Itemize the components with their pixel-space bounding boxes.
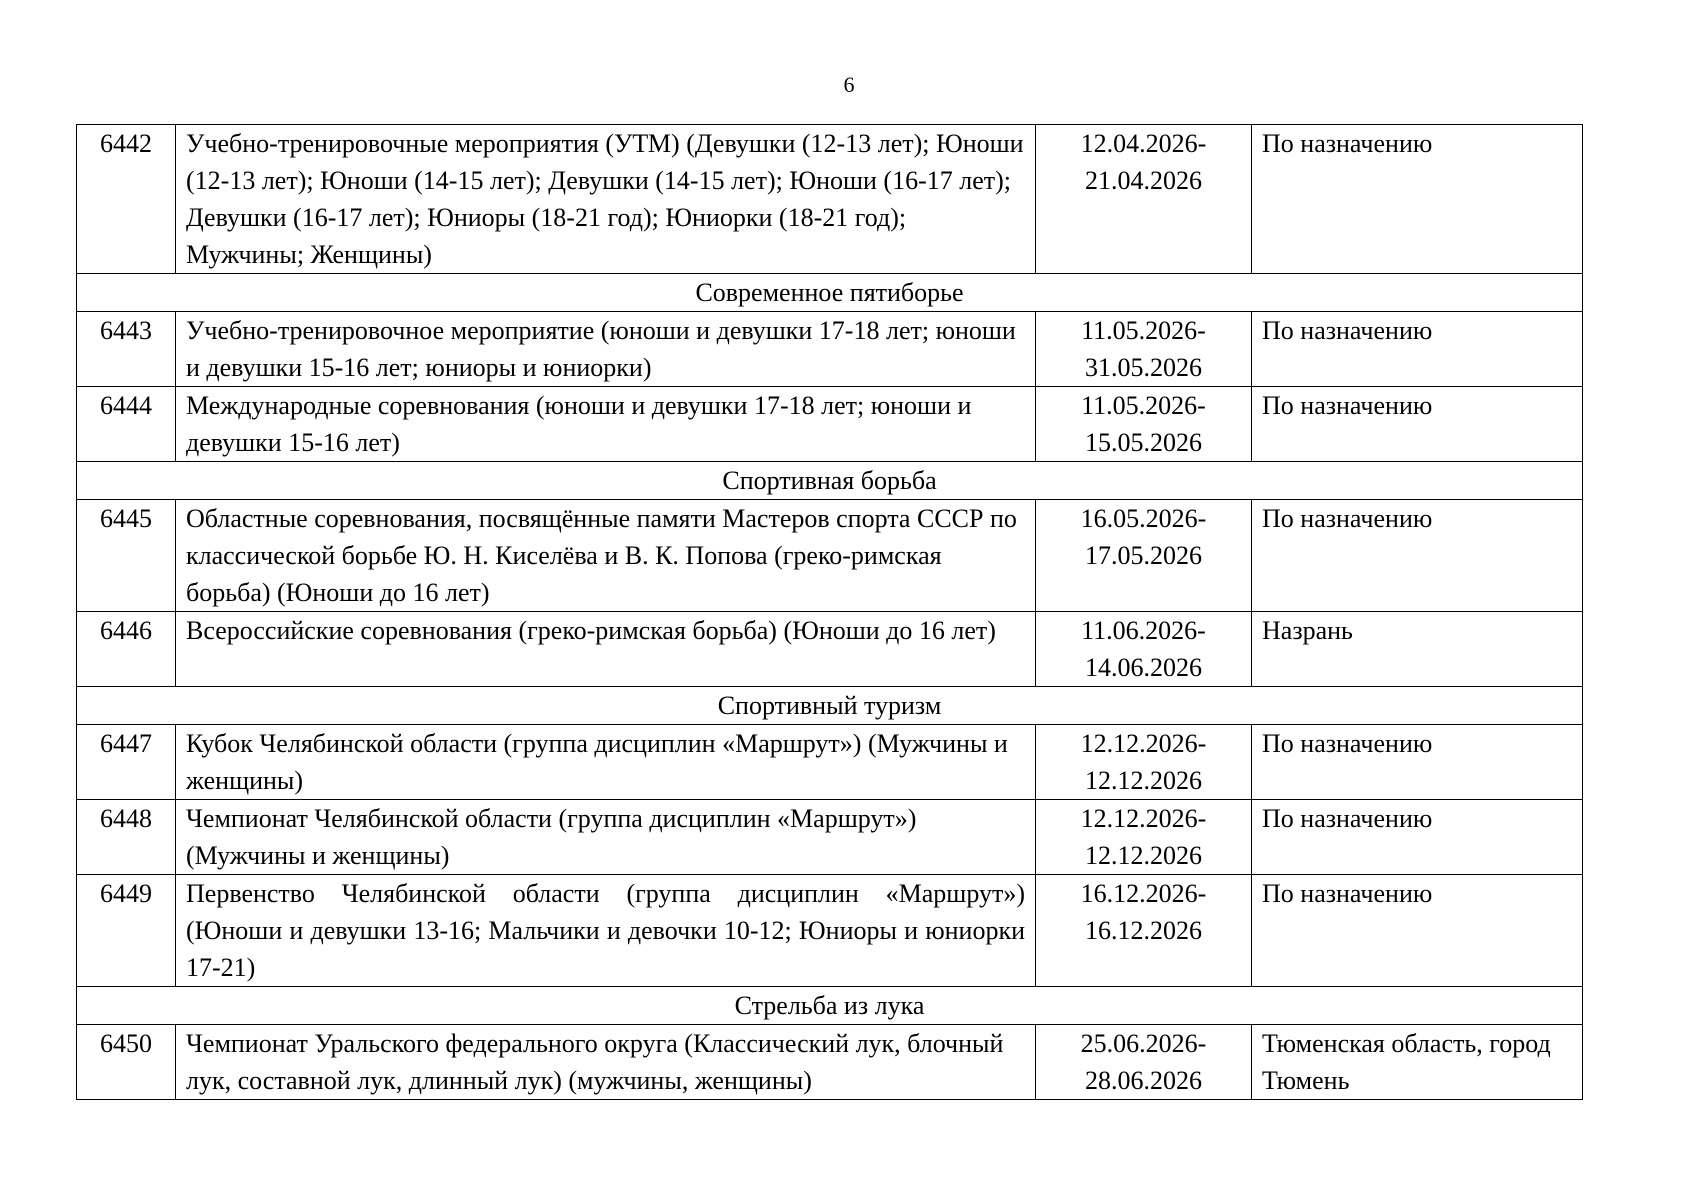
date-start: 16.12.2026- [1080, 879, 1207, 908]
date-end: 12.12.2026 [1085, 841, 1202, 870]
table-row [77, 800, 1583, 875]
section-title: Спортивный туризм [77, 687, 1583, 725]
event-place: По назначению [1252, 125, 1583, 274]
section-row [77, 687, 1583, 725]
event-number: 6448 [77, 800, 176, 875]
date-start: 11.06.2026- [1081, 616, 1206, 645]
date-end: 12.12.2026 [1085, 766, 1202, 795]
date-start: 12.12.2026- [1080, 729, 1207, 758]
event-name: Кубок Челябинской области (группа дисциплин «Маршрут») (Мужчины и женщины) [176, 725, 1036, 800]
event-number: 6445 [77, 500, 176, 612]
date-end: 14.06.2026 [1085, 653, 1202, 682]
section-title: Стрельба из лука [77, 987, 1583, 1025]
event-name: Всероссийские соревнования (греко-римская борьба) (Юноши до 16 лет) [176, 612, 1036, 687]
date-end: 28.06.2026 [1085, 1066, 1202, 1095]
section-row [77, 274, 1583, 312]
date-start: 12.12.2026- [1080, 804, 1207, 833]
event-place: По назначению [1252, 312, 1583, 387]
event-place: По назначению [1252, 875, 1583, 987]
event-name: Областные соревнования, посвящённые памяти Мастеров спорта СССР по классической борьбе Ю. Н. Киселёва и В. К. Попова (греко-римская борьба) (Юноши до 16 лет) [176, 500, 1036, 612]
table-row [77, 875, 1583, 987]
event-name: Международные соревнования (юноши и девушки 17-18 лет; юноши и девушки 15-16 лет) [176, 387, 1036, 462]
table-row [77, 387, 1583, 462]
event-number: 6450 [77, 1025, 176, 1100]
table-row [77, 125, 1583, 274]
section-row [77, 987, 1583, 1025]
section-title: Спортивная борьба [77, 462, 1583, 500]
event-number: 6444 [77, 387, 176, 462]
event-place: По назначению [1252, 500, 1583, 612]
event-number: 6447 [77, 725, 176, 800]
date-start: 12.04.2026- [1080, 129, 1207, 158]
event-place: Назрань [1252, 612, 1583, 687]
event-place: Тюменская область, город Тюмень [1252, 1025, 1583, 1100]
date-end: 31.05.2026 [1085, 353, 1202, 382]
date-end: 16.12.2026 [1085, 916, 1202, 945]
event-number: 6443 [77, 312, 176, 387]
event-dates [1036, 1025, 1252, 1100]
event-place: По назначению [1252, 800, 1583, 875]
event-name: Учебно-тренировочное мероприятие (юноши и девушки 17-18 лет; юноши и девушки 15-16 лет; юниоры и юниорки) [176, 312, 1036, 387]
event-name: Первенство Челябинской области (группа дисциплин «Маршрут») (Юноши и девушки 13-16; Мальчики и девочки 10-12; Юниоры и юниорки 17-21) [176, 875, 1036, 987]
event-dates [1036, 875, 1252, 987]
section-title: Современное пятиборье [77, 274, 1583, 312]
events-table [76, 124, 1583, 1100]
event-place: По назначению [1252, 387, 1583, 462]
table-row [77, 500, 1583, 612]
event-name: Чемпионат Челябинской области (группа дисциплин «Маршрут») (Мужчины и женщины) [176, 800, 1036, 875]
table-row [77, 612, 1583, 687]
event-number: 6449 [77, 875, 176, 987]
date-end: 21.04.2026 [1085, 166, 1202, 195]
table-row [77, 1025, 1583, 1100]
section-row [77, 462, 1583, 500]
date-start: 16.05.2026- [1080, 504, 1207, 533]
event-name: Учебно-тренировочные мероприятия (УТМ) (Девушки (12-13 лет); Юноши (12-13 лет); Юноши (14-15 лет); Девушки (14-15 лет); Юноши (16-17 лет); Девушки (16-17 лет); Юниоры (18-21 год); Юниорки (18-21 год); Мужчины; Женщины) [176, 125, 1036, 274]
page-number: 6 [843, 72, 855, 97]
event-number: 6442 [77, 125, 176, 274]
event-dates [1036, 312, 1252, 387]
table-row [77, 725, 1583, 800]
date-start: 11.05.2026- [1081, 316, 1206, 345]
table-row [77, 312, 1583, 387]
event-name: Чемпионат Уральского федерального округа (Классический лук, блочный лук, составной лук, длинный лук) (мужчины, женщины) [176, 1025, 1036, 1100]
date-end: 15.05.2026 [1085, 428, 1202, 457]
event-dates [1036, 800, 1252, 875]
event-dates [1036, 500, 1252, 612]
date-end: 17.05.2026 [1085, 541, 1202, 570]
event-number: 6446 [77, 612, 176, 687]
date-start: 25.06.2026- [1080, 1029, 1207, 1058]
date-start: 11.05.2026- [1081, 391, 1206, 420]
event-dates [1036, 125, 1252, 274]
event-place: По назначению [1252, 725, 1583, 800]
event-dates [1036, 387, 1252, 462]
event-dates [1036, 725, 1252, 800]
event-dates [1036, 612, 1252, 687]
